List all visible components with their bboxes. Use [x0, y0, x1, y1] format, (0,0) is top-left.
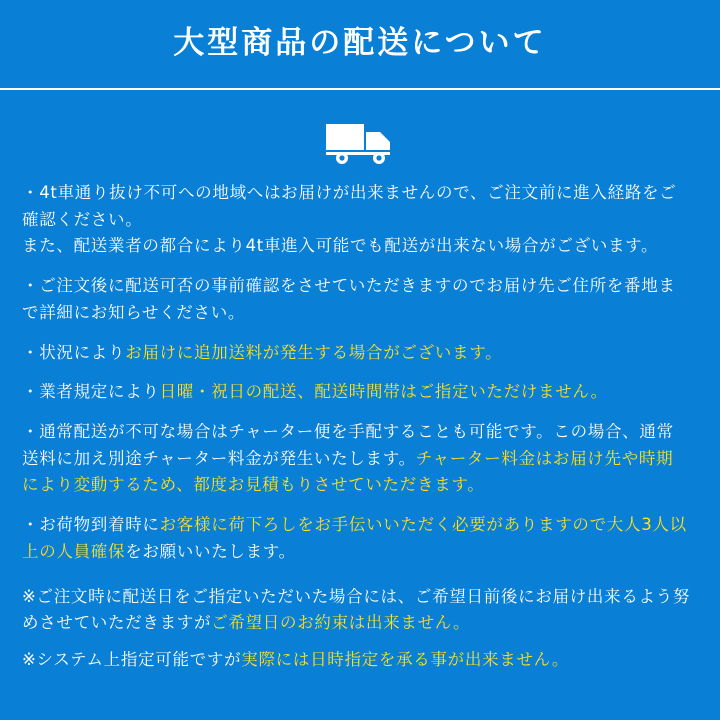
- list-item: ・通常配送が不可な場合はチャーター便を手配することも可能です。この場合、通常送料に加え別途チャーター料金が発生いたします。チャーター料金はお届け先や時期により変動するため、都度お見積もりさせていただきます。: [22, 422, 674, 495]
- page-header: [0, 0, 720, 90]
- notes-section: [0, 584, 720, 674]
- page-title: 大型商品の配送について: [173, 25, 547, 62]
- list-item: ・お荷物到着時にお客様に荷下ろしをお手伝いいただく必要がありますので大人3人以上の人員確保をお願いいたします。: [22, 515, 687, 561]
- note-text: ※システム上指定可能ですが実際には日時指定を承る事が出来ません。: [22, 650, 570, 670]
- notice-content: [0, 180, 720, 566]
- list-item: ・4t車通り抜け不可への地域へはお届けが出来ませんので、ご注文前に進入経路をご確認ください。 また、配送業者の都合により4t車進入可能でも配送が出来ない場合がございます。: [22, 183, 677, 256]
- list-item: ・状況によりお届けに追加送料が発生する場合がございます。: [22, 342, 503, 362]
- note-text: ※ご注文時に配送日をご指定いただいた場合には、ご希望日前後にお届け出来るよう努めさせていただきますがご希望日のお約束は出来ません。: [22, 586, 691, 633]
- truck-icon-container: [0, 90, 720, 180]
- list-item: ・ご注文後に配送可否の事前確認をさせていただきますのでお届け先ご住所を番地まで詳細にお知らせください。: [22, 276, 676, 322]
- list-item: ・業者規定により日曜・祝日の配送、配送時間帯はご指定いただけません。: [22, 382, 608, 402]
- delivery-truck-icon: [324, 116, 396, 166]
- bullet-list: [22, 180, 690, 566]
